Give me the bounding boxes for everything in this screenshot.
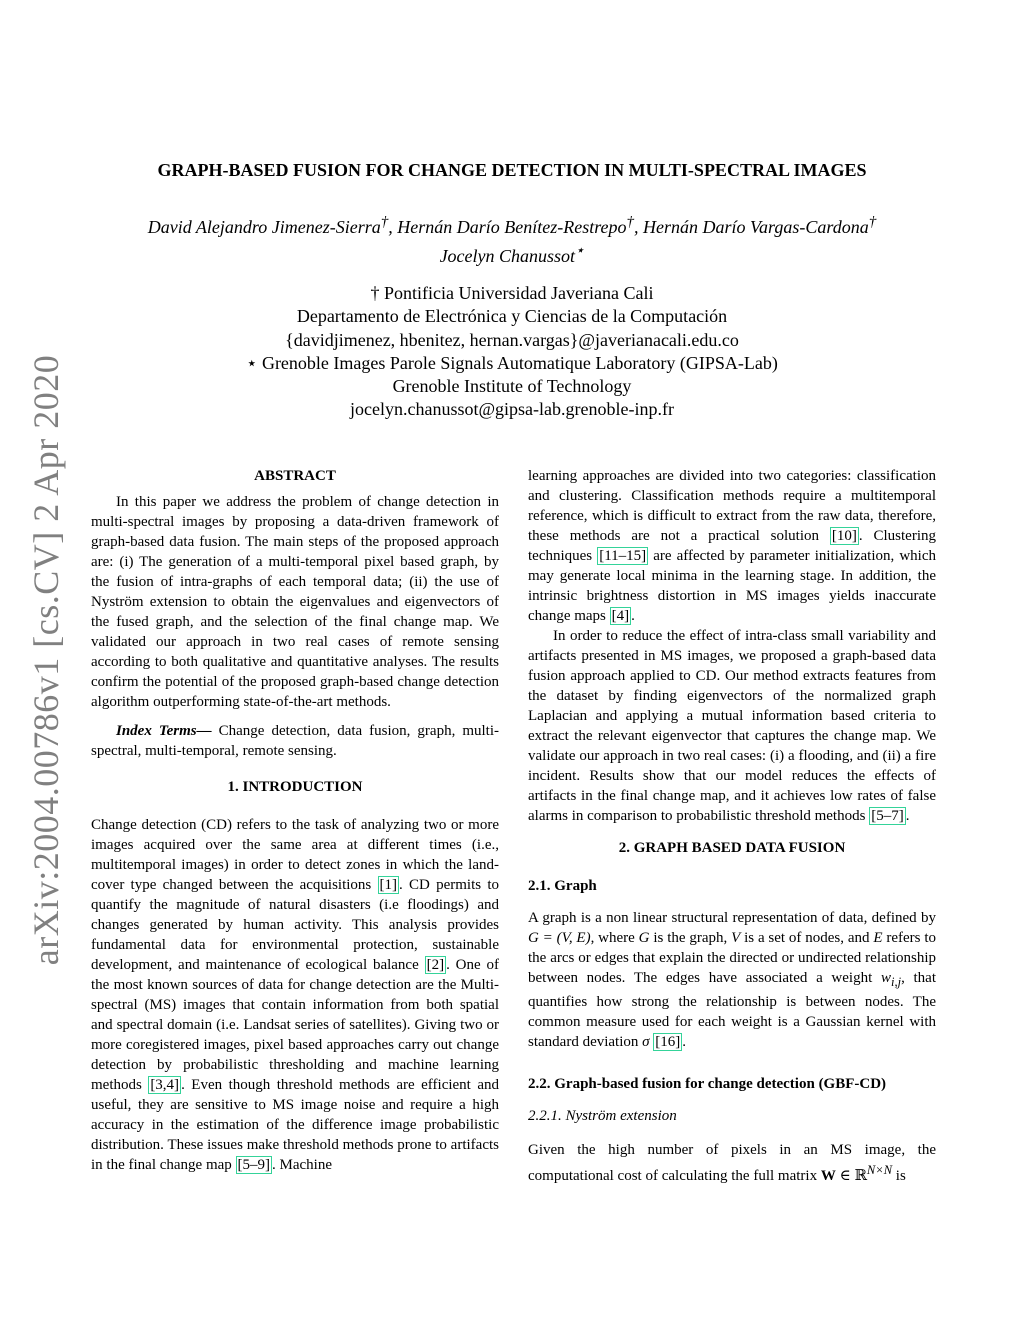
- intro-text: Change detection (CD) refers to the task of analyzing two or more images acquired over the same area at different times (i.e., multitemporal images) in order to detect zones in which the land-cover type changed between the acquisitions: [91, 817, 499, 893]
- citation-link[interactable]: [2]: [426, 957, 445, 973]
- intro-text: . Machine: [272, 1157, 333, 1173]
- math-weight-subscript: i,j: [890, 975, 902, 989]
- affiliation-line: ⋆ Grenoble Images Parole Signals Automatique Laboratory (GIPSA-Lab): [246, 352, 778, 373]
- intro-text: . CD permits to quantify the magnitude of natural disasters (i.e floodings) and changes generated by human activity. This analysis provides fundamental data for environmental protection, sustainable development, and maintenance of ecological balance: [91, 877, 499, 973]
- citation-link[interactable]: [5–7]: [871, 808, 904, 824]
- index-terms-text: Change detection, data fusion, graph, multi-spectral, multi-temporal, remote sensing.: [91, 723, 500, 759]
- intro-text: . Even though threshold methods are efficient and useful, they are sensitive to MS image noise and require a high accuracy in the estimation of the difference image probabilistic distribution. These issues make threshold methods prone to artifacts in the final change map: [91, 1077, 499, 1173]
- abstract-text: In this paper we address the problem of change detection in multi-spectral images by proposing a data-driven framework of graph-based data fusion. The main steps of the proposed approach are: (i) The generation of a multi-temporal pixel based graph, by the fusion of intra-graphs of each temporal data; (ii) the use of Nyström extension to obtain the eigenvalues and eigenvectors of the fused graph, and the selection of the final change map. We validated our approach in two real cases of remote sensing according to both qualitative and quantitative analyses. The results confirm the potential of the proposed graph-based change detection algorithm outperforming state-of-the-art methods.: [91, 494, 499, 710]
- graph-text: .: [682, 1034, 687, 1050]
- intro-text: .: [631, 608, 635, 624]
- author-chanussot: Jocelyn Chanussot: [439, 246, 576, 266]
- math-graph-def: G = (V, E): [528, 930, 591, 946]
- abstract-heading: ABSTRACT: [254, 468, 336, 484]
- graph-text: , where: [590, 930, 639, 946]
- math-real-set: ∈ ℝ: [835, 1168, 867, 1184]
- paper-title: GRAPH-BASED FUSION FOR CHANGE DETECTION IN MULTI-SPECTRAL IMAGES: [157, 160, 867, 180]
- intro-heading: 1. INTRODUCTION: [227, 779, 363, 795]
- affiliation-email-line: jocelyn.chanussot@gipsa-lab.grenoble-inp.fr: [350, 399, 674, 420]
- intro-text: learning approaches are divided into two categories: classification and clustering. Classification methods require a multitemporal reference, which is difficult to extract from the raw data, therefore, these methods are not a practical solution: [528, 468, 936, 544]
- index-terms: [91, 721, 499, 761]
- author-line-2: [60, 239, 964, 268]
- intro-text: . One of the most known sources of data for change detection are the Multi-spectral (MS) images that contain information from both spatial and spectral domain (i.e. Landsat series of satellites). Giving two or more coregistered images, pixel based approaches carry out change detection by probabilistic thresholding and machine learning methods: [91, 957, 499, 1093]
- nystrom-paragraph: [528, 1140, 936, 1186]
- author-benitez: , Hernán Darío Benítez-Restrepo: [388, 217, 627, 237]
- author-line-1: [60, 210, 964, 239]
- right-column: [528, 466, 936, 1186]
- intro-text: In order to reduce the effect of intra-class small variability and artifacts presented in MS images, we proposed a graph-based data fusion approach applied to CD. Our method extracts features from the dataset by finding eigenvectors of the normalized graph Laplacian and applying a mutual information based criteria to extract the relevant eigenvector that captures the change map. We validate our approach in two real cases: (i) a flooding, and (ii) a fire incident. Results show that our model reduces the effects of artifacts in the final change map, and it achieves low rates of false alarms in comparison to probabilistic threshold methods: [528, 628, 936, 824]
- arxiv-identifier: [26, 354, 66, 966]
- graph-text: is a set of nodes, and: [740, 930, 874, 946]
- affiliations: [60, 282, 964, 422]
- intro-paragraph-2: [528, 626, 936, 826]
- subsection-2-1-heading: 2.1. Graph: [528, 878, 597, 894]
- author-list: [60, 210, 964, 268]
- arxiv-identifier-text: arXiv:2004.00786v1 [cs.CV] 2 Apr 2020: [26, 354, 66, 966]
- dagger-mark: †: [868, 214, 877, 230]
- subsubsection-2-2-1-heading: 2.2.1. Nyström extension: [528, 1108, 677, 1124]
- math-weight: w: [880, 970, 891, 986]
- math-e: E: [873, 930, 883, 946]
- affiliation-email-line: {davidjimenez, hbenitez, hernan.vargas}@javerianacali.edu.co: [285, 329, 739, 350]
- dagger-mark: †: [380, 214, 389, 230]
- citation-link[interactable]: [10]: [831, 528, 857, 544]
- nystrom-text: is: [892, 1168, 906, 1184]
- math-v: V: [731, 930, 741, 946]
- graph-text: is the graph,: [649, 930, 732, 946]
- graph-text: , that quantifies how strong the relationship is between nodes. The common measure used for each weight is a Gaussian kernel with standard deviation: [528, 970, 937, 1050]
- intro-text: .: [905, 808, 910, 824]
- citation-link[interactable]: [3,4]: [150, 1077, 180, 1093]
- graph-text: A graph is a non linear structural representation of data, defined by: [528, 910, 936, 926]
- citation-link[interactable]: [5–9]: [237, 1157, 271, 1173]
- intro-paragraph-1: [91, 815, 499, 1175]
- intro-paragraph-1-cont: [528, 466, 936, 626]
- subsection-2-2-heading: 2.2. Graph-based fusion for change detection (GBF-CD): [528, 1076, 887, 1092]
- graph-text: refers to the arcs or edges that explain the directed or undirected relationship between nodes. The edges have associated a weight: [528, 930, 936, 986]
- left-column: [91, 466, 499, 1175]
- affiliation-line: Grenoble Institute of Technology: [392, 376, 632, 397]
- intro-text: . Clustering techniques: [528, 528, 936, 564]
- citation-link[interactable]: [16]: [655, 1034, 681, 1050]
- author-jimenez: David Alejandro Jimenez-Sierra: [147, 217, 381, 237]
- math-g: G: [638, 930, 650, 946]
- citation-link[interactable]: [11–15]: [599, 548, 647, 564]
- star-mark: ⋆: [575, 243, 585, 259]
- citation-link[interactable]: [1]: [379, 877, 398, 893]
- affiliation-line: † Pontificia Universidad Javeriana Cali: [370, 283, 654, 303]
- affiliation-line: Departamento de Electrónica y Ciencias de la Computación: [296, 306, 728, 327]
- math-sigma: σ: [642, 1034, 650, 1050]
- author-vargas: , Hernán Darío Vargas-Cardona: [634, 217, 869, 237]
- section-2-heading: 2. GRAPH BASED DATA FUSION: [618, 840, 846, 856]
- index-terms-label: Index Terms—: [116, 723, 212, 739]
- math-matrix-w: W: [820, 1168, 836, 1184]
- citation-link[interactable]: [4]: [611, 608, 630, 624]
- graph-paragraph: [528, 908, 936, 1052]
- nystrom-text: Given the high number of pixels in an MS image, the computational cost of calculating the full matrix: [528, 1142, 936, 1184]
- math-dimension: N×N: [866, 1163, 893, 1177]
- dagger-mark: †: [626, 214, 635, 230]
- intro-text: are affected by parameter initialization, which may generate local minima in the learning stage. In addition, the intrinsic brightness distortion in MS images yields inaccurate change maps: [528, 548, 936, 624]
